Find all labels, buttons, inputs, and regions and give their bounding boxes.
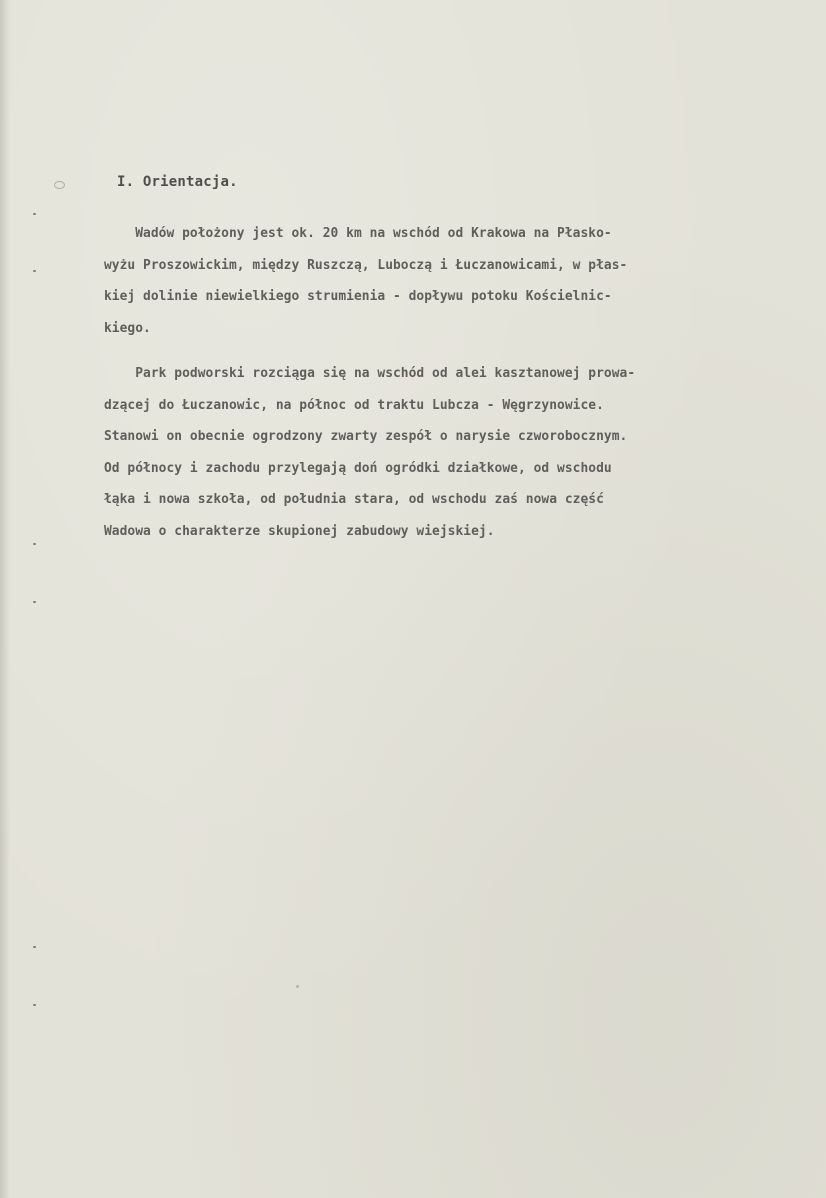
text-line: Park podworski rozciąga się na wschód od alei kasztanowej prowa- xyxy=(104,366,636,381)
text-line: łąka i nowa szkoła, od południa stara, od wschodu zaś nowa część xyxy=(104,492,604,508)
text-line: Wadowa o charakterze skupionej zabudowy wiejskiej. xyxy=(104,523,495,539)
paper-speck xyxy=(296,985,299,988)
paragraph-orientation-location xyxy=(104,218,627,344)
text-line: Wadów położony jest ok. 20 km na wschód od Krakowa na Płasko- xyxy=(104,226,612,241)
page-edge-shadow xyxy=(0,0,10,1198)
margin-smudge xyxy=(54,181,65,189)
text-line: Stanowi on obecnie ogrodzony zwarty zespół o narysie czworobocznym. xyxy=(104,429,628,445)
section-heading: I. Orientacja. xyxy=(117,174,238,190)
text-line: Od północy i zachodu przylegają doń ogródki działkowe, od wschodu xyxy=(104,460,612,476)
paragraph-park-description xyxy=(104,358,635,548)
text-line: kiej dolinie niewielkiego strumienia - dopływu potoku Kościelnic- xyxy=(104,289,612,305)
margin-mark xyxy=(33,601,36,603)
margin-mark xyxy=(33,1004,36,1006)
text-line: wyżu Proszowickim, między Ruszczą, Luboczą i Łuczanowicami, w płas- xyxy=(104,257,628,273)
margin-mark xyxy=(33,946,36,948)
margin-mark xyxy=(33,543,36,545)
margin-mark xyxy=(33,213,36,215)
margin-mark xyxy=(33,270,36,272)
text-line: kiego. xyxy=(104,320,151,336)
text-line: dzącej do Łuczanowic, na północ od traktu Lubcza - Węgrzynowice. xyxy=(104,397,604,413)
